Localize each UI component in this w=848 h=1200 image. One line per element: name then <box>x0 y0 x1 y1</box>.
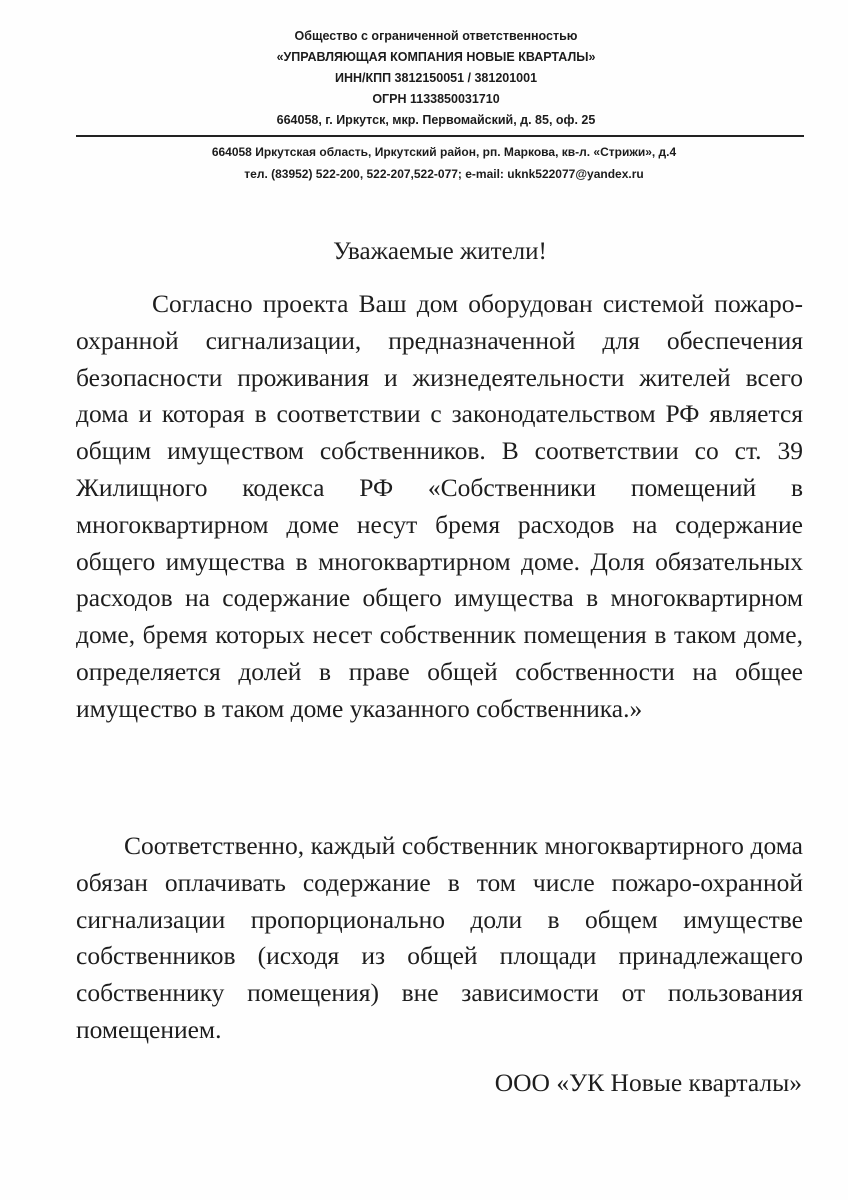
signature: ООО «УК Новые кварталы» <box>494 1068 802 1097</box>
letterhead <box>0 26 848 131</box>
letterhead-divider <box>76 135 804 137</box>
letterhead-contacts <box>0 141 848 185</box>
legal-address: 664058, г. Иркутск, мкр. Первомайский, д. 85, оф. 25 <box>276 113 596 127</box>
contact-info: тел. (83952) 522-200, 522-207,522-077; e-mail: uknk522077@yandex.ru <box>244 167 644 181</box>
paragraph-2: Соответственно, каждый собственник многоквартирного дома обязан оплачивать содержание в том числе пожаро-охранной сигнализации пропорционально доли в общем имуществе собственников (исходя из общей площади принадлежащего собственнику помещения) вне зависимости от пользования помещением. <box>76 831 803 1044</box>
ogrn: ОГРН 1133850031710 <box>372 92 500 106</box>
company-name: «УПРАВЛЯЮЩАЯ КОМПАНИЯ НОВЫЕ КВАРТАЛЫ» <box>276 50 596 64</box>
org-form: Общество с ограниченной ответственностью <box>294 29 578 43</box>
inn-kpp: ИНН/КПП 3812150051 / 381201001 <box>334 71 538 85</box>
office-address: 664058 Иркутская область, Иркутский район, рп. Маркова, кв-л. «Стрижи», д.4 <box>211 145 677 159</box>
greeting: Уважаемые жители! <box>333 238 547 265</box>
paragraph-1: Согласно проекта Ваш дом оборудован системой пожаро-охранной сигнализации, предназначенной для обеспечения безопасности проживания и жизнедеятельности жителей всего дома и которая в соответствии с законодательством РФ является общим имуществом собственников. В соответствии со ст. 39 Жилищного кодекса РФ «Собственники помещений в многоквартирном доме несут бремя расходов на содержание общего имущества в многоквартирном доме. Доля обязательных расходов на содержание общего имущества в многоквартирном доме, бремя которых несет собственник помещения в таком доме, определяется долей в праве общей собственности на общее имущество в таком доме указанного собственника.» <box>76 289 803 723</box>
